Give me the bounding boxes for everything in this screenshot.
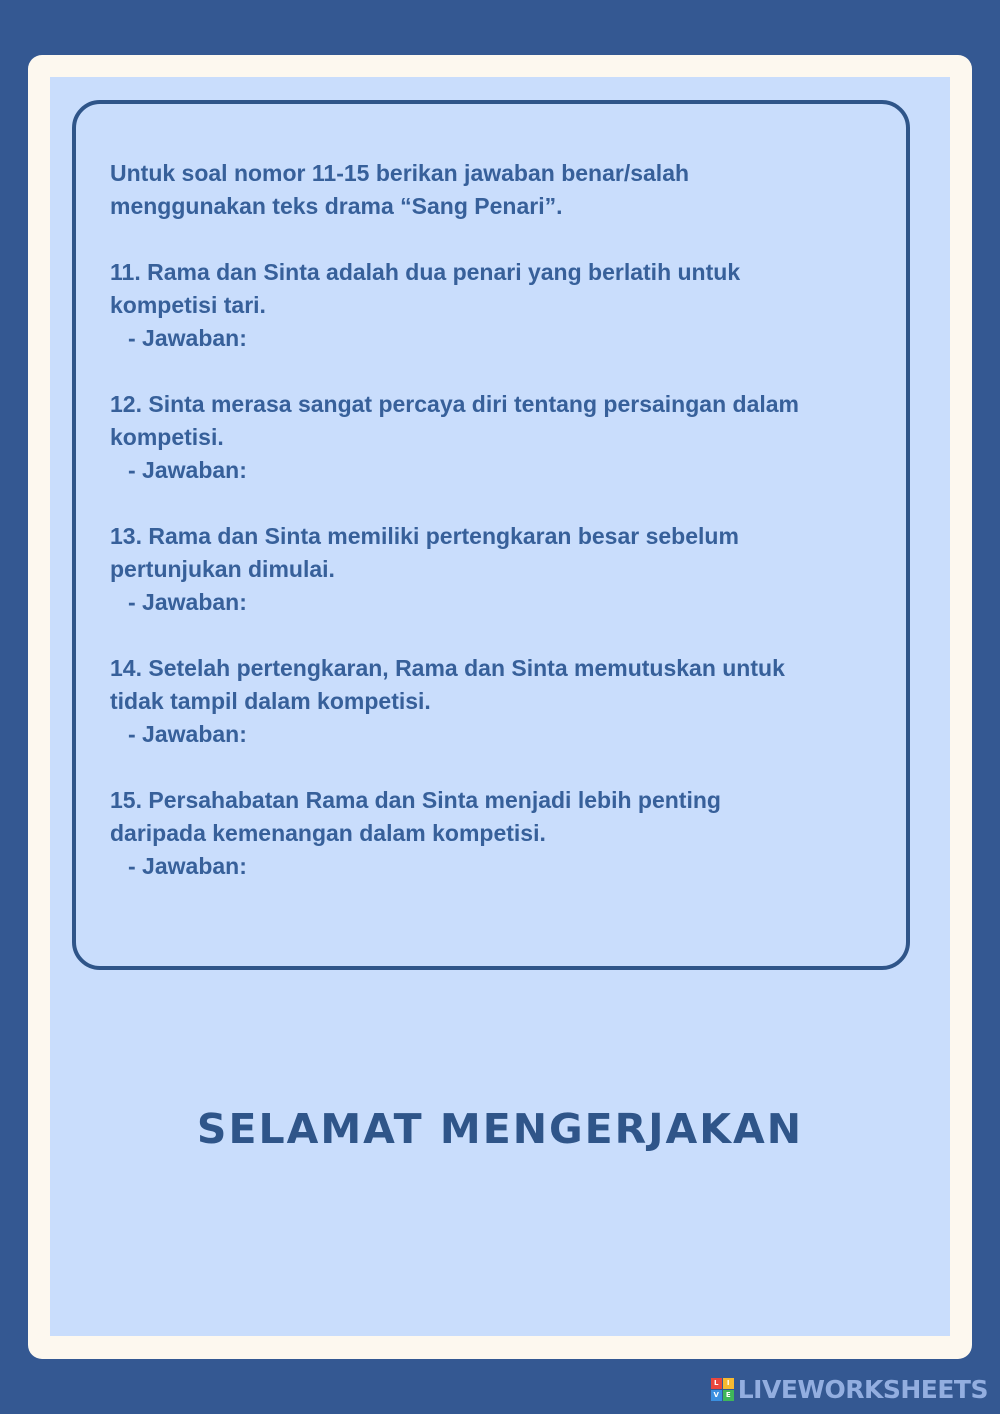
- question-text: 14. Setelah pertengkaran, Rama dan Sinta memutuskan untuk: [110, 655, 785, 681]
- question-13: [110, 520, 880, 619]
- answer-field[interactable]: - Jawaban:: [128, 457, 247, 483]
- question-15: [110, 784, 880, 883]
- question-12: [110, 388, 880, 487]
- answer-field[interactable]: - Jawaban:: [128, 721, 247, 747]
- instruction-line: menggunakan teks drama “Sang Penari”.: [110, 193, 563, 219]
- question-text: 11. Rama dan Sinta adalah dua penari yang berlatih untuk: [110, 259, 741, 285]
- answer-field[interactable]: - Jawaban:: [128, 589, 247, 615]
- instructions: [110, 157, 880, 223]
- question-content: [110, 157, 880, 916]
- logo-letter: L: [711, 1378, 722, 1389]
- instruction-line: Untuk soal nomor 11-15 berikan jawaban benar/salah: [110, 160, 690, 186]
- logo-letter: V: [711, 1390, 722, 1401]
- brand-name: LIVEWORKSHEETS: [737, 1375, 988, 1404]
- question-text: daripada kemenangan dalam kompetisi.: [110, 820, 546, 846]
- answer-field[interactable]: - Jawaban:: [128, 853, 247, 879]
- liveworksheets-logo-icon: [711, 1378, 734, 1401]
- question-14: [110, 652, 880, 751]
- liveworksheets-brand[interactable]: [711, 1375, 988, 1404]
- answer-field[interactable]: - Jawaban:: [128, 325, 247, 351]
- logo-letter: E: [723, 1390, 734, 1401]
- closing-message: SELAMAT MENGERJAKAN: [196, 1105, 804, 1153]
- question-text: 12. Sinta merasa sangat percaya diri tentang persaingan dalam: [110, 391, 799, 417]
- question-11: [110, 256, 880, 355]
- question-text: kompetisi.: [110, 424, 224, 450]
- logo-letter: I: [723, 1378, 734, 1389]
- question-text: 15. Persahabatan Rama dan Sinta menjadi lebih penting: [110, 787, 721, 813]
- question-text: 13. Rama dan Sinta memiliki pertengkaran besar sebelum: [110, 523, 739, 549]
- question-text: pertunjukan dimulai.: [110, 556, 335, 582]
- question-text: tidak tampil dalam kompetisi.: [110, 688, 431, 714]
- question-text: kompetisi tari.: [110, 292, 266, 318]
